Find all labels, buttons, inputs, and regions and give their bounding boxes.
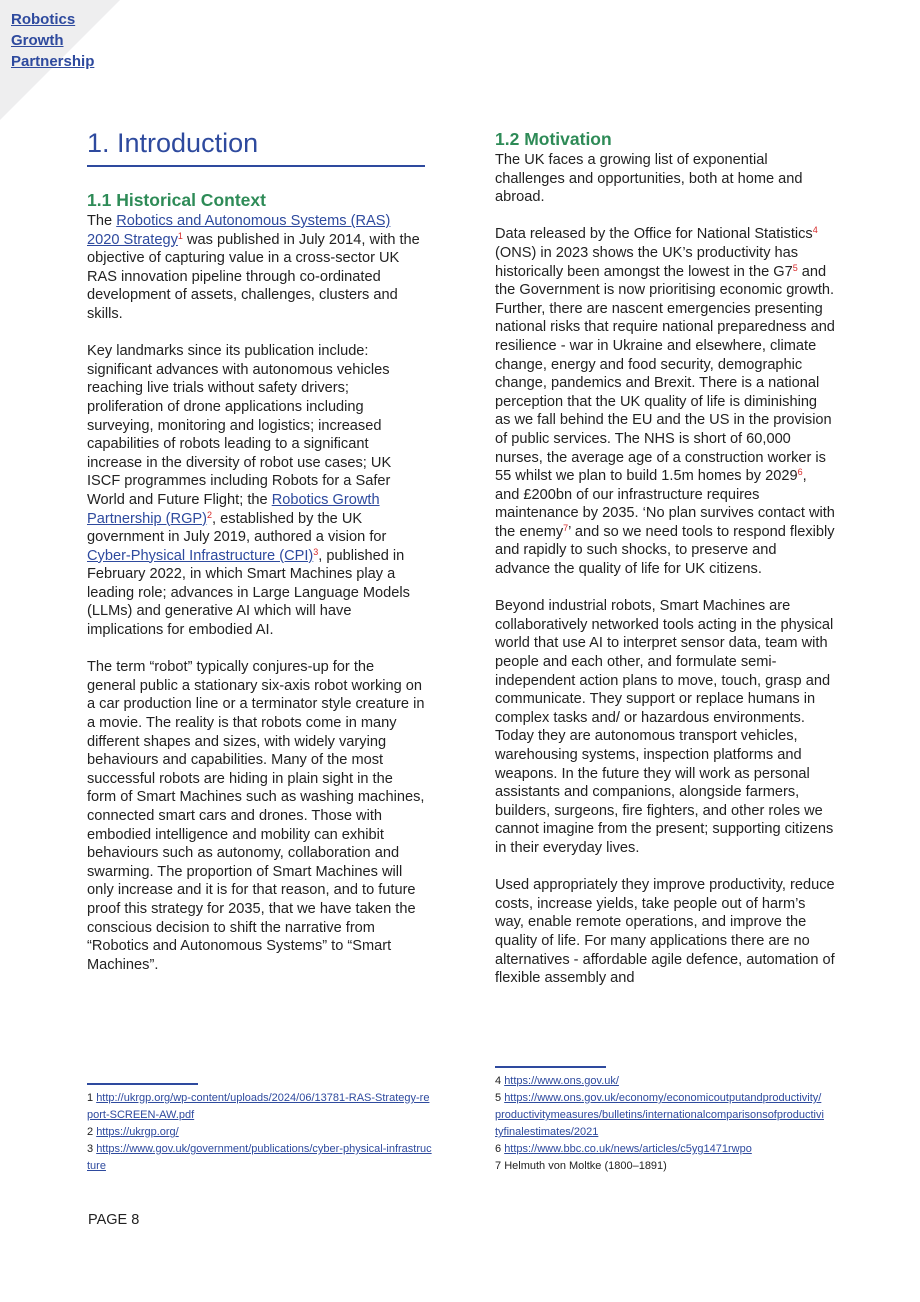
footnote-marker[interactable]: 4 bbox=[812, 225, 818, 236]
footnote-link[interactable]: https://ukrgp.org/ bbox=[96, 1126, 179, 1138]
footnote-marker[interactable]: 5 bbox=[792, 262, 798, 273]
footnote-number: 7 bbox=[495, 1160, 502, 1172]
text-run: (ONS) in 2023 shows the UK’s productivity has historically been amongst the lowest in the G7 bbox=[495, 244, 799, 280]
text-run: Data released by the Office for National Statistics bbox=[495, 226, 813, 243]
footnotes-left bbox=[87, 1083, 432, 1175]
paragraph-benefits: Used appropriately they improve productivity, reduce costs, increase yields, take people out of harm’s way, enable remote operations, and improve the quality of life. For many applications there are no alternatives - affordable agile defence, automation of flexible assembly and bbox=[495, 877, 835, 987]
right-column bbox=[495, 127, 835, 1006]
footnote-item bbox=[495, 1158, 825, 1175]
paragraph-challenges: The UK faces a growing list of exponential challenges and opportunities, both at home and abroad. bbox=[495, 152, 803, 206]
footnote-link[interactable]: https://www.ons.gov.uk/ bbox=[504, 1075, 619, 1087]
footnote-marker[interactable]: 6 bbox=[797, 467, 803, 478]
left-column bbox=[87, 124, 425, 993]
brand-nav bbox=[11, 9, 94, 72]
brand-link-growth[interactable]: Growth bbox=[11, 32, 64, 49]
brand-link-partnership[interactable]: Partnership bbox=[11, 53, 95, 70]
ras-strategy-link[interactable]: Robotics and Autonomous Systems (RAS) 2020 Strategy bbox=[87, 213, 391, 248]
footnote-number: 4 bbox=[495, 1075, 502, 1087]
footnote-number: 5 bbox=[495, 1092, 502, 1104]
footnote-number: 1 bbox=[87, 1092, 94, 1104]
text-run: , published in February 2022, in which Smart Machines play a leading role; advances in Large Language Models (LLMs) and generative AI which will have implications for embodied AI. bbox=[87, 547, 410, 639]
text-run: and the Government is now prioritising economic growth. Further, there are nascent emergencies presenting national risks that require national preparedness and resilience - war in Ukraine and elsewhere, climate change, energy and food security, demographic change, pandemics and Brexit. There is a national perception that the UK quality of life is diminishing as we fall behind the EU and the US in the provision of public services. The NHS is short of 60,000 nurses, the average age of a construction worker is 55 whilst we plan to build 1.5m homes by 2029 bbox=[495, 263, 835, 485]
footnote-link[interactable]: https://www.gov.uk/government/publications/cyber-physical-infrastructure bbox=[87, 1143, 432, 1172]
paragraph-smart-machines: Beyond industrial robots, Smart Machines are collaboratively networked tools acting in the physical world that use AI to interpret sensor data, team with people and each other, and formulate semi-independent action plans to move, touch, grasp and communicate. They support or replace humans in complex tasks and/ or hazardous environments. Today they are autonomous transport vehicles, warehousing systems, inspection platforms and weapons. In the future they will work as personal assistants and companions, alongside farmers, builders, surgeons, fire fighters, and other roles we cannot imagine from the present; supporting citizens in their everyday lives. bbox=[495, 598, 834, 856]
text-run: Key landmarks since its publication include: significant advances with autonomous vehicles reaching live trials without safety drivers; proliferation of drone applications including surveying, monitoring and logistics; increased capabilities of robots leading to a significant increase in the diversity of robot use cases; UK ISCF programmes including Robots for a Safer World and Future Flight; the bbox=[87, 343, 392, 508]
brand-link-robotics[interactable]: Robotics bbox=[11, 11, 76, 28]
footnote-marker[interactable]: 2 bbox=[207, 509, 213, 520]
footnote-number: 2 bbox=[87, 1126, 94, 1138]
text-run: , and £200bn of our infrastructure requires maintenance by 2035. ‘No plan survives contact with the enemy bbox=[495, 468, 835, 540]
paragraph-ras-strategy bbox=[87, 212, 425, 324]
footnote-item bbox=[495, 1090, 825, 1141]
text-run: was published in July 2014, with the objective of capturing value in a cross-sector UK RAS innovation pipeline through co-ordinated development of assets, challenges, clusters and skills. bbox=[87, 231, 420, 322]
cpi-link[interactable]: Cyber-Physical Infrastructure (CPI) bbox=[87, 547, 314, 564]
rgp-link[interactable]: Robotics Growth Partnership (RGP) bbox=[87, 491, 380, 527]
section-heading: 1. Introduction bbox=[87, 124, 425, 167]
footnote-marker[interactable]: 7 bbox=[563, 522, 569, 533]
footnote-link[interactable]: http://ukrgp.org/wp-content/uploads/2024/06/13781-RAS-Strategy-report-SCREEN-AW.pdf bbox=[87, 1092, 430, 1121]
footnote-item bbox=[87, 1090, 432, 1124]
footnote-divider bbox=[87, 1083, 198, 1085]
footnote-item bbox=[87, 1141, 432, 1175]
footnote-item bbox=[87, 1124, 432, 1141]
footnotes-right bbox=[495, 1066, 825, 1175]
paragraph-key-landmarks bbox=[87, 342, 425, 640]
footnote-divider bbox=[495, 1066, 606, 1068]
historical-context-heading: 1.1 Historical Context bbox=[87, 190, 266, 210]
text-run: , established by the UK government in July 2019, authored a vision for bbox=[87, 510, 387, 546]
paragraph-robot-term: The term “robot” typically conjures-up for the general public a stationary six-axis robot working on a car production line or a terminator style creature in a movie. The reality is that robots come in many different shapes and sizes, with widely varying behaviours and capabilities. Many of the most successful robots are hiding in plain sight in the form of Smart Machines such as washing machines, connected smart cars and drones. Those with embodied intelligence and mobility can exhibit behaviours such as autonomy, collaboration and swarming. The proportion of Smart Machines will only increase and it is for that reason, and to future proof this strategy for 2035, that we have taken the conscious decision to shift the narrative from “Robotics and Autonomous Systems” to “Smart Machines”. bbox=[87, 659, 425, 973]
footnote-text: Helmuth von Moltke (1800–1891) bbox=[504, 1160, 667, 1172]
text-run: ’ and so we need tools to respond flexibly and rapidly to such shocks, to preserve and advance the quality of life for UK citizens. bbox=[495, 523, 835, 578]
paragraph-productivity bbox=[495, 225, 835, 578]
footnote-number: 6 bbox=[495, 1143, 502, 1155]
footnote-item bbox=[495, 1141, 825, 1158]
motivation-heading: 1.2 Motivation bbox=[495, 129, 612, 149]
footnote-marker[interactable]: 3 bbox=[313, 546, 319, 557]
page-number: PAGE 8 bbox=[88, 1212, 140, 1228]
footnote-link[interactable]: https://www.bbc.co.uk/news/articles/c5yg1471rwpo bbox=[504, 1143, 752, 1155]
footnote-number: 3 bbox=[87, 1143, 94, 1155]
footnote-marker[interactable]: 1 bbox=[177, 230, 183, 241]
text-run: The bbox=[87, 213, 117, 229]
footnote-item bbox=[495, 1073, 825, 1090]
footnote-link[interactable]: https://www.ons.gov.uk/economy/economicoutputandproductivity/productivitymeasures/bulletins/internationalcomparisonsofproductivityfinalestimates/2021 bbox=[495, 1092, 824, 1138]
